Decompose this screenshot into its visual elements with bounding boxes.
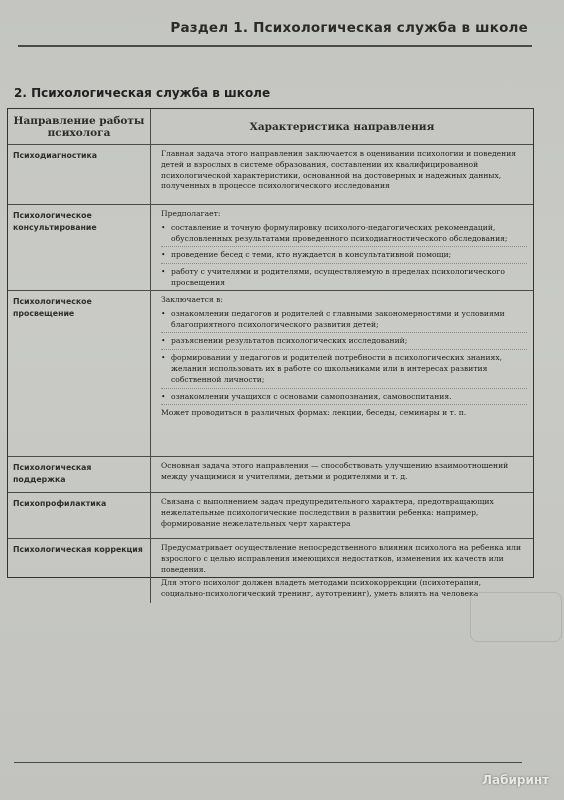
list-item xyxy=(161,267,527,291)
description-text: Связана с выполнением задач предупредительного характера, предотвращающих нежелательные психологические последствия в развитии ребенка: например, формирование нежелательных черт характера xyxy=(161,497,494,528)
table-row-direction: Психологическая коррекция xyxy=(8,539,151,603)
list-item xyxy=(161,392,527,406)
table-row-direction: Психологическая поддержка xyxy=(8,457,151,493)
list-item-text: формировании у педагогов и родителей потребности в психологических знаниях, желания использовать их в работе со школьниками или в интересах развития собственной личности; xyxy=(171,353,503,384)
table-row-description xyxy=(151,493,533,539)
list-item xyxy=(161,309,527,334)
description-intro: Заключается в: xyxy=(161,295,223,304)
bullet-icon: • xyxy=(161,336,166,346)
list-item xyxy=(161,223,527,248)
bullet-icon: • xyxy=(161,308,166,318)
bullet-icon: • xyxy=(161,353,166,363)
list-item-text: ознакомлении педагогов и родителей с главными закономерностями и условиями благоприятного психологического развития детей; xyxy=(171,308,505,329)
list-item-text: проведение бесед с теми, кто нуждается в консультативной помощи; xyxy=(171,250,452,260)
header-rule xyxy=(18,45,532,47)
table-row-description xyxy=(151,205,533,291)
section-title: 2. Психологическая служба в школе xyxy=(14,86,271,100)
list-item-text: ознакомлении учащихся с основами самопознания, самовоспитания. xyxy=(171,391,452,401)
list-item xyxy=(161,353,527,388)
description-outro: Для этого психолог должен владеть методами психокоррекции (психотерапия, социально-психологический тренинг, аутотренинг), уметь влиять на человека xyxy=(161,578,482,599)
table-row-description xyxy=(151,145,533,205)
description-intro: Предполагает: xyxy=(161,209,221,218)
bullet-icon: • xyxy=(161,250,166,260)
watermark-logo: Лабиринт xyxy=(482,773,550,787)
table-row-direction: Психодиагностика xyxy=(8,145,151,205)
table-row-direction: Психологическое консультирование xyxy=(8,205,151,291)
description-text: Основная задача этого направления — способствовать улучшению взаимоотношений между учащимися и учителями, детьми и родителями и т. д. xyxy=(161,461,509,481)
bullet-icon: • xyxy=(161,267,166,277)
list-item xyxy=(161,250,527,264)
header-title: Раздел 1. Психологическая служба в школе xyxy=(170,20,528,36)
table-header-right: Характеристика направления xyxy=(151,109,533,145)
table-row-direction: Психологическое просвещение xyxy=(8,291,151,457)
list-item-text: составление и точную формулировку психолого-педагогических рекомендаций, обусловленных результатами проведенного психодиагностического обследования; xyxy=(171,222,508,243)
list-item-text: разъяснении результатов психологических исследований; xyxy=(171,336,408,346)
bullet-icon: • xyxy=(161,391,166,401)
directions-table xyxy=(7,108,534,599)
description-outro: Может проводиться в различных формах: лекции, беседы, семинары и т. п. xyxy=(161,408,467,418)
bullet-icon: • xyxy=(161,222,166,232)
table-row-description xyxy=(151,457,533,493)
footer-rule xyxy=(14,762,522,763)
running-header xyxy=(0,0,564,60)
description-intro: Предусматривает осуществление непосредственного влияния психолога на ребенка или взрослого с целью исправления имеющихся недостатков, изменения их качеств или поведения. xyxy=(161,543,522,574)
bleed-through-frame xyxy=(470,592,562,642)
list-item xyxy=(161,336,527,350)
list-item-text: работу с учителями и родителями, осуществляемую в пределах психологического просвещения xyxy=(171,267,505,287)
table-row-description xyxy=(151,291,533,457)
table-row-direction: Психопрофилактика xyxy=(8,493,151,539)
description-text: Главная задача этого направления заключается в оценивании психологии и поведения детей и взрослых в системе образования, составлении их квалифицированной психологической характеристики, основанной на достоверных и надежных данных, полученных в процессе психологического исследования xyxy=(161,149,517,191)
table-header-left: Направление работы психолога xyxy=(8,109,151,145)
